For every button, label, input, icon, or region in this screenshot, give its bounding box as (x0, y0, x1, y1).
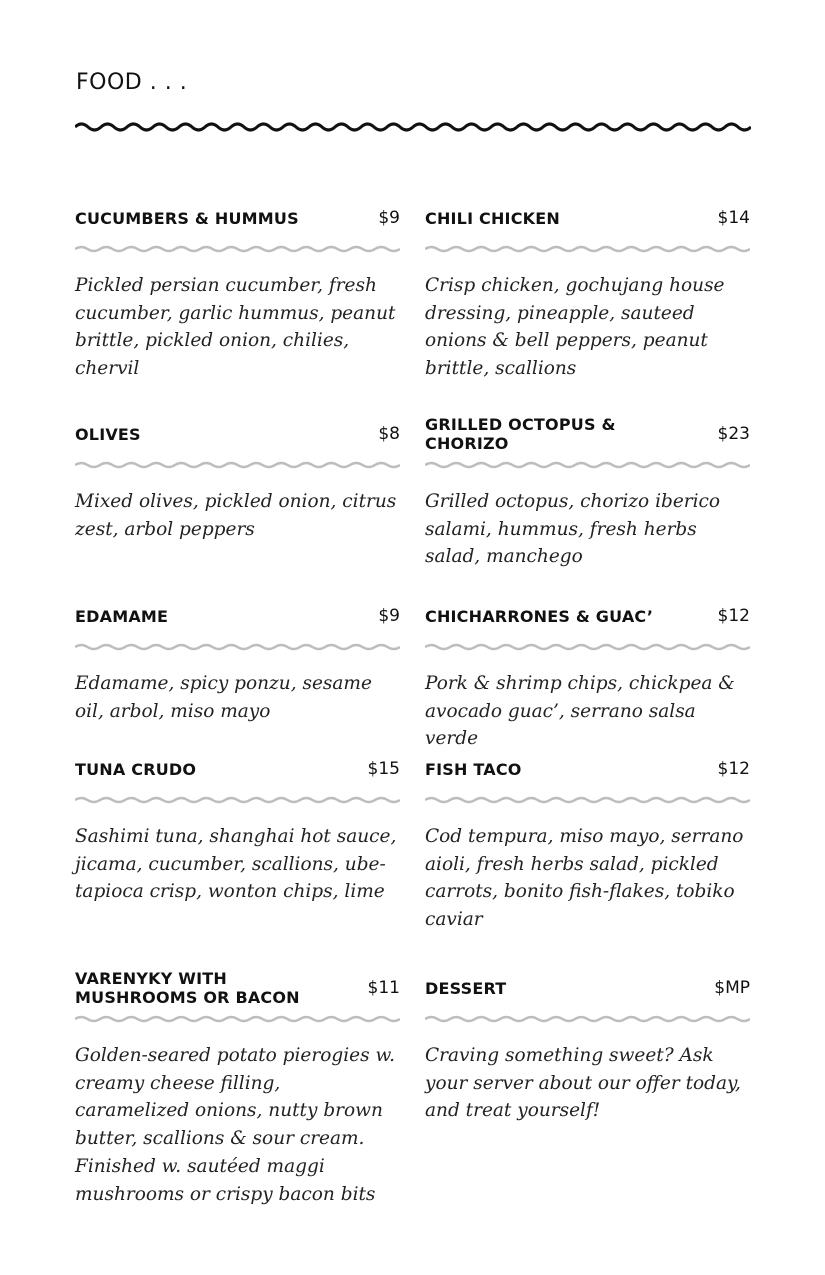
wave-divider (75, 793, 400, 807)
wave-divider (425, 458, 750, 472)
wave-divider (75, 242, 400, 256)
menu-item-tuna-crudo (75, 747, 400, 906)
item-name: TUNA CRUDO (75, 759, 197, 779)
page-title: FOOD . . . (76, 70, 188, 95)
item-price: $MP (714, 978, 750, 998)
menu-item-chili-chicken (425, 196, 750, 383)
wave-divider (75, 458, 400, 472)
wave-divider (75, 1012, 400, 1026)
item-description: Cod tempura, miso mayo, serrano aioli, fresh herbs salad, pickled carrots, bonito fish-flakes, tobiko caviar (425, 826, 744, 931)
menu-item-chicharrones-guac (425, 594, 750, 753)
item-description: Craving something sweet? Ask your server about our offer today, and treat yourself! (425, 1045, 741, 1122)
title-wave-divider (75, 117, 751, 137)
item-name: OLIVES (75, 424, 141, 444)
item-name: CUCUMBERS & HUMMUS (75, 208, 299, 228)
item-description: Pickled persian cucumber, fresh cucumber, garlic hummus, peanut brittle, pickled onion, chilies, chervil (75, 275, 396, 380)
item-name: VARENYKY WITH MUSHROOMS OR BACON (75, 969, 300, 1007)
item-price: $14 (717, 208, 750, 228)
item-price: $12 (717, 606, 750, 626)
item-price: $12 (717, 759, 750, 779)
item-name: CHILI CHICKEN (425, 208, 560, 228)
item-price: $11 (367, 978, 400, 998)
item-description: Grilled octopus, chorizo iberico salami, hummus, fresh herbs salad, manchego (425, 491, 721, 568)
item-price: $15 (367, 759, 400, 779)
item-name: EDAMAME (75, 606, 169, 626)
item-price: $9 (378, 606, 400, 626)
item-name: GRILLED OCTOPUS & CHORIZO (425, 415, 616, 453)
item-price: $8 (378, 424, 400, 444)
menu-item-olives (75, 412, 400, 543)
item-name: DESSERT (425, 978, 507, 998)
menu-item-cucumbers-hummus (75, 196, 400, 383)
item-description: Crisp chicken, gochujang house dressing, pineapple, sauteed onions & bell peppers, peanut brittle, scallions (425, 275, 725, 380)
item-description: Pork & shrimp chips, chickpea & avocado guac’, serrano salsa verde (425, 673, 735, 750)
wave-divider (75, 640, 400, 654)
item-description: Mixed olives, pickled onion, citrus zest, arbol peppers (75, 491, 397, 540)
menu-item-fish-taco (425, 747, 750, 934)
item-name: CHICHARRONES & GUAC’ (425, 606, 654, 626)
item-price: $23 (717, 424, 750, 444)
menu-item-edamame (75, 594, 400, 725)
item-description: Golden-seared potato pierogies w. creamy cheese filling, caramelized onions, nutty brown butter, scallions & sour cream. Finished w. sautéed maggi mushrooms or crispy bacon bits (75, 1045, 395, 1205)
item-name: FISH TACO (425, 759, 522, 779)
menu-item-dessert (425, 966, 750, 1125)
item-description: Sashimi tuna, shanghai hot sauce, jicama, cucumber, scallions, ube-tapioca crisp, wonton chips, lime (75, 826, 397, 903)
wave-divider (425, 640, 750, 654)
menu-item-varenyky (75, 966, 400, 1208)
item-price: $9 (378, 208, 400, 228)
item-description: Edamame, spicy ponzu, sesame oil, arbol, miso mayo (75, 673, 372, 722)
menu-item-grilled-octopus-chorizo (425, 412, 750, 571)
wave-divider (425, 242, 750, 256)
wave-divider (425, 793, 750, 807)
wave-divider (425, 1012, 750, 1026)
